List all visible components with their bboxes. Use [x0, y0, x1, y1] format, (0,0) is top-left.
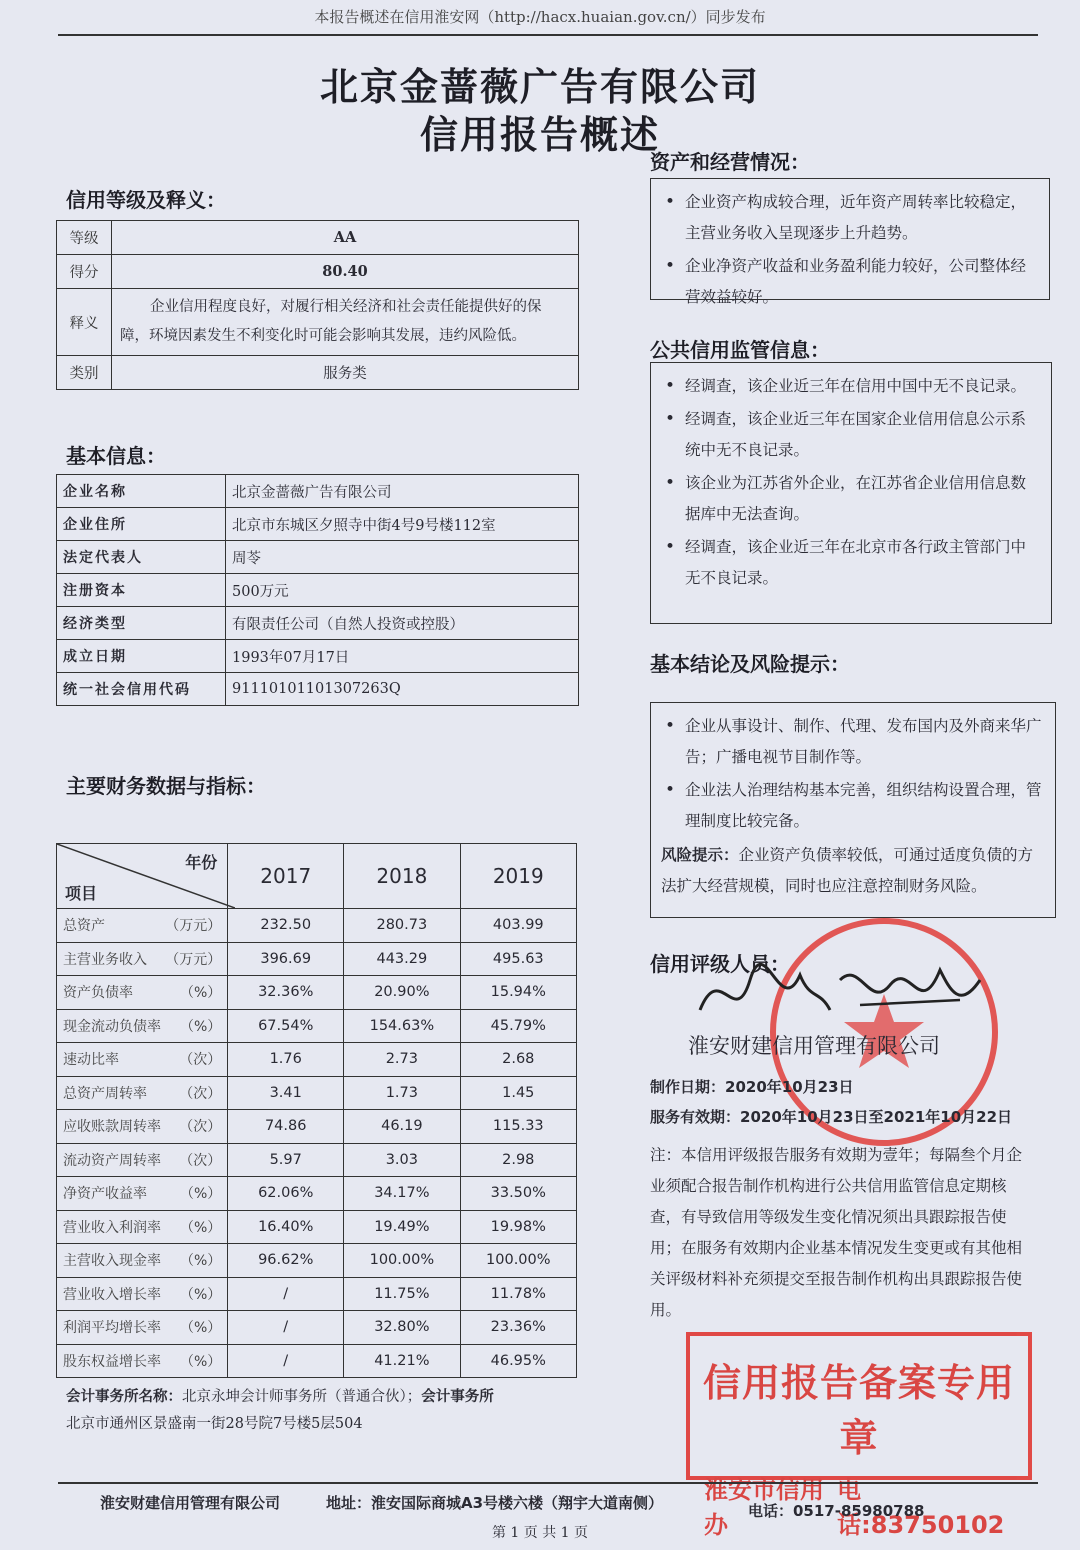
finance-metric-unit: （%）	[179, 1186, 222, 1203]
explain-row	[57, 289, 579, 356]
finance-row	[57, 976, 577, 1010]
basic-info-key: 经济类型	[57, 607, 226, 640]
finance-metric-name: 主营业务收入	[63, 951, 147, 968]
report-title: 信用报告概述	[419, 113, 660, 157]
accounting-label: 会计事务所名称：	[66, 1389, 182, 1405]
finance-value: 11.75%	[344, 1277, 460, 1311]
year-2017: 2017	[228, 844, 344, 909]
finance-value: 3.41	[228, 1076, 344, 1110]
finance-metric-name: 营业收入增长率	[63, 1286, 161, 1303]
basic-info-value: 500万元	[226, 574, 579, 607]
explain-text: 企业信用程度良好，对履行相关经济和社会责任能提供好的保障，环境因素发生不利变化时可能会影响其发展，违约风险低。	[120, 299, 542, 344]
assets-item: • 企业净资产收益和业务盈利能力较好，公司整体经营效益较好。	[663, 251, 1039, 313]
finance-value: 15.94%	[460, 976, 576, 1010]
agency-name: 淮安财建信用管理有限公司	[688, 1034, 940, 1058]
conclusion-item: • 企业从事设计、制作、代理、发布国内及外商来华广告；广播电视节目制作等。	[663, 711, 1045, 773]
finance-value: 41.21%	[344, 1344, 460, 1378]
footer-company: 淮安财建信用管理有限公司	[100, 1494, 281, 1512]
category-value: 服务类	[112, 356, 579, 390]
basic-info-value: 有限责任公司（自然人投资或控股）	[226, 607, 579, 640]
finance-metric-unit: （%）	[179, 1320, 222, 1337]
basic-info-key: 企业名称	[57, 475, 226, 508]
basic-info-value: 91110101101307263Q	[226, 673, 579, 706]
conclusion-section-heading: 基本结论及风险提示：	[650, 652, 850, 676]
finance-metric	[57, 1009, 228, 1043]
finance-metric-name: 主营收入现金率	[63, 1253, 161, 1270]
grade-label: 等级	[57, 221, 112, 255]
footer-divider	[58, 1482, 1038, 1484]
finance-value: 67.54%	[228, 1009, 344, 1043]
basic-info-value: 1993年07月17日	[226, 640, 579, 673]
category-label: 类别	[57, 356, 112, 390]
finance-metric-unit: （万元）	[165, 951, 222, 968]
finance-metric-name: 总资产	[63, 918, 105, 935]
public-credit-box	[650, 362, 1052, 624]
finance-metric-name: 利润平均增长率	[63, 1320, 161, 1337]
finance-value: 1.73	[344, 1076, 460, 1110]
basic-info-key: 注册资本	[57, 574, 226, 607]
corner-item-label: 项目	[65, 884, 98, 903]
footer-address: 地址：淮安国际商城A3号楼六楼（翔宇大道南侧）	[326, 1494, 664, 1512]
finance-table	[56, 843, 577, 1378]
finance-metric	[57, 1311, 228, 1345]
stamp-phone: 电话:83750102	[837, 1476, 1005, 1539]
finance-value: 23.36%	[460, 1311, 576, 1345]
conclusion-item: • 企业法人治理结构基本完善，组织结构设置合理，管理制度比较完备。	[663, 775, 1045, 837]
category-row	[57, 356, 579, 390]
basic-info-value: 北京市东城区夕照寺中街4号9号楼112室	[226, 508, 579, 541]
stamp-title: 信用报告备案专用章	[702, 1361, 1015, 1460]
validity-note: 注：本信用评级报告服务有效期为壹年；每隔叁个月企业须配合报告制作机构进行公共信用监管信息定期核查，有导致信用等级发生变化情况须出具跟踪报告使用；在服务有效期内企业基本情况发生变更或有其他相关评级材料补充须提交至报告制作机构出具跟踪报告使用。	[650, 1146, 1023, 1319]
finance-value: 495.63	[460, 942, 576, 976]
public-section-heading: 公共信用监管信息：	[650, 338, 830, 362]
basic-info-row	[57, 607, 579, 640]
finance-metric	[57, 909, 228, 943]
score-label: 得分	[57, 255, 112, 289]
finance-value: 5.97	[228, 1143, 344, 1177]
finance-row	[57, 1210, 577, 1244]
assets-item: • 企业资产构成较合理，近年资产周转率比较稳定，主营业务收入呈现逐步上升趋势。	[663, 187, 1039, 249]
valid-value: 2020年10月23日至2021年10月22日	[740, 1108, 1013, 1126]
corner-year-label: 年份	[185, 853, 218, 872]
finance-metric-unit: （%）	[179, 985, 222, 1002]
finance-metric-name: 资产负债率	[63, 985, 133, 1002]
risk-warning	[651, 839, 1055, 902]
basic-info-table	[56, 474, 579, 706]
finance-value: 1.45	[460, 1076, 576, 1110]
finance-metric-name: 流动资产周转率	[63, 1152, 161, 1169]
finance-metric-name: 股东权益增长率	[63, 1353, 161, 1370]
finance-metric	[57, 1110, 228, 1144]
public-credit-item: • 该企业为江苏省外企业，在江苏省企业信用信息数据库中无法查询。	[663, 468, 1041, 530]
finance-value: 403.99	[460, 909, 576, 943]
year-2019: 2019	[460, 844, 576, 909]
basic-info-row	[57, 640, 579, 673]
finance-row	[57, 1110, 577, 1144]
raters-label: 信用评级人员：	[650, 952, 790, 976]
finance-value: 74.86	[228, 1110, 344, 1144]
finance-value: /	[228, 1277, 344, 1311]
finance-value: 32.36%	[228, 976, 344, 1010]
finance-value: 1.76	[228, 1043, 344, 1077]
basic-info-key: 统一社会信用代码	[57, 673, 226, 706]
top-divider	[58, 34, 1038, 36]
finance-row	[57, 909, 577, 943]
accounting-firm-info	[66, 1384, 586, 1438]
finance-value: 396.69	[228, 942, 344, 976]
finance-metric-name: 应收账款周转率	[63, 1119, 161, 1136]
top-publish-note: 本报告概述在信用淮安网（http://hacx.huaian.gov.cn/）同步发布	[314, 8, 766, 26]
finance-metric-name: 总资产周转率	[63, 1085, 147, 1102]
handwritten-signatures	[690, 950, 990, 1040]
accounting-addr-label: 会计事务所	[421, 1389, 494, 1405]
finance-value: 154.63%	[344, 1009, 460, 1043]
finance-metric-unit: （次）	[179, 1085, 222, 1102]
conclusion-box	[650, 702, 1056, 918]
grade-section-heading: 信用等级及释义：	[66, 188, 226, 212]
accounting-address: 北京市通州区景盛南一街28号院7号楼5层504	[66, 1416, 363, 1432]
valid-label: 服务有效期：	[650, 1108, 741, 1126]
basic-info-value: 周苓	[226, 541, 579, 574]
grade-row	[57, 221, 579, 255]
finance-metric-unit: （次）	[179, 1152, 222, 1169]
valid-row	[650, 1106, 1012, 1127]
finance-value: 2.68	[460, 1043, 576, 1077]
finance-metric	[57, 976, 228, 1010]
finance-metric	[57, 1244, 228, 1278]
finance-value: 32.80%	[344, 1311, 460, 1345]
grade-value: AA	[112, 221, 579, 255]
assets-section-heading: 资产和经营情况：	[650, 150, 810, 174]
finance-row	[57, 1076, 577, 1110]
accounting-name: 北京永坤会计师事务所（普通合伙）；	[182, 1389, 422, 1405]
basic-info-row	[57, 508, 579, 541]
finance-metric	[57, 942, 228, 976]
finance-value: 16.40%	[228, 1210, 344, 1244]
date-value: 2020年10月23日	[725, 1078, 854, 1096]
explain-value	[112, 289, 579, 356]
finance-value: 232.50	[228, 909, 344, 943]
finance-value: 19.98%	[460, 1210, 576, 1244]
finance-metric	[57, 1210, 228, 1244]
finance-metric	[57, 1177, 228, 1211]
basic-info-row	[57, 475, 579, 508]
date-label: 制作日期：	[650, 1078, 726, 1096]
finance-value: 45.79%	[460, 1009, 576, 1043]
finance-value: /	[228, 1344, 344, 1378]
public-credit-item: • 经调查，该企业近三年在北京市各行政主管部门中无不良记录。	[663, 532, 1041, 594]
finance-value: 19.49%	[344, 1210, 460, 1244]
finance-value: 34.17%	[344, 1177, 460, 1211]
finance-value: 2.73	[344, 1043, 460, 1077]
finance-metric-unit: （%）	[179, 1286, 222, 1303]
finance-metric	[57, 1043, 228, 1077]
public-credit-item: • 经调查，该企业近三年在国家企业信用信息公示系统中无不良记录。	[663, 404, 1041, 466]
finance-value: 443.29	[344, 942, 460, 976]
finance-metric-unit: （%）	[179, 1353, 222, 1370]
finance-value: 62.06%	[228, 1177, 344, 1211]
finance-row	[57, 1143, 577, 1177]
basic-info-row	[57, 574, 579, 607]
finance-metric-name: 现金流动负债率	[63, 1018, 161, 1035]
risk-text: 企业资产负债率较低，可通过适度负债的方法扩大经营规模，同时也应注意控制财务风险。	[661, 846, 1034, 895]
finance-metric-unit: （%）	[179, 1219, 222, 1236]
finance-row	[57, 1277, 577, 1311]
finance-row	[57, 1009, 577, 1043]
finance-metric-name: 速动比率	[63, 1052, 119, 1069]
finance-value: 2.98	[460, 1143, 576, 1177]
year-2018: 2018	[344, 844, 460, 909]
finance-metric-unit: （万元）	[165, 918, 222, 935]
finance-metric-name: 营业收入利润率	[63, 1219, 161, 1236]
finance-value: 46.19	[344, 1110, 460, 1144]
finance-value: 33.50%	[460, 1177, 576, 1211]
date-row	[650, 1076, 854, 1097]
finance-row	[57, 1311, 577, 1345]
finance-row	[57, 1177, 577, 1211]
finance-row	[57, 1244, 577, 1278]
finance-row	[57, 1344, 577, 1378]
finance-value: 11.78%	[460, 1277, 576, 1311]
finance-value: 100.00%	[460, 1244, 576, 1278]
finance-value: 115.33	[460, 1110, 576, 1144]
finance-metric-unit: （%）	[179, 1018, 222, 1035]
report-title-company: 北京金蔷薇广告有限公司	[319, 65, 760, 109]
finance-value: /	[228, 1311, 344, 1345]
finance-metric-unit: （次）	[179, 1119, 222, 1136]
basic-info-key: 法定代表人	[57, 541, 226, 574]
footer-phone: 电话：0517-85980788	[748, 1502, 925, 1520]
finance-row	[57, 1043, 577, 1077]
finance-value: 46.95%	[460, 1344, 576, 1378]
finance-value: 280.73	[344, 909, 460, 943]
finance-metric	[57, 1277, 228, 1311]
basic-info-row	[57, 541, 579, 574]
basic-section-heading: 基本信息：	[66, 444, 166, 468]
finance-value: 3.03	[344, 1143, 460, 1177]
finance-value: 96.62%	[228, 1244, 344, 1278]
finance-metric-name: 净资产收益率	[63, 1186, 147, 1203]
risk-label: 风险提示：	[661, 845, 739, 864]
basic-info-key: 成立日期	[57, 640, 226, 673]
basic-info-row	[57, 673, 579, 706]
page-number: 第 1 页 共 1 页	[491, 1525, 589, 1541]
finance-value: 20.90%	[344, 976, 460, 1010]
assets-box	[650, 178, 1050, 306]
finance-section-heading: 主要财务数据与指标：	[66, 774, 266, 798]
explain-label: 释义	[57, 289, 112, 356]
finance-row	[57, 942, 577, 976]
finance-metric-unit: （%）	[179, 1253, 222, 1270]
basic-info-value: 北京金蔷薇广告有限公司	[226, 475, 579, 508]
score-value: 80.40	[112, 255, 579, 289]
finance-metric	[57, 1143, 228, 1177]
stamp-office: 淮安市信用办	[704, 1476, 824, 1539]
finance-metric	[57, 1076, 228, 1110]
finance-header-row	[57, 844, 577, 909]
finance-corner-cell	[57, 844, 228, 909]
finance-value: 100.00%	[344, 1244, 460, 1278]
finance-metric	[57, 1344, 228, 1378]
public-credit-item: • 经调查，该企业近三年在信用中国中无不良记录。	[663, 371, 1041, 402]
finance-metric-unit: （次）	[179, 1052, 222, 1069]
score-row	[57, 255, 579, 289]
basic-info-key: 企业住所	[57, 508, 226, 541]
grade-table	[56, 220, 579, 390]
